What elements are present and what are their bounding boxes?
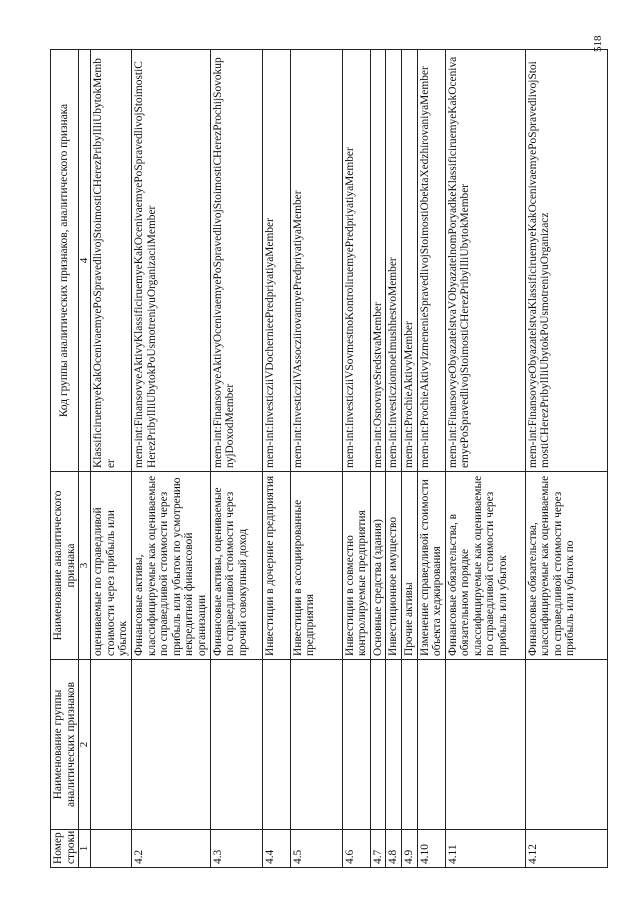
row-group-name [131, 660, 210, 830]
table-row [131, 50, 210, 868]
table-row [210, 50, 262, 868]
row-number: 4.4 [262, 830, 290, 868]
table-row [525, 50, 607, 868]
row-code: mem-int:InvesticziiVAssocziirovannyePredpriyatiyaMember [290, 50, 342, 472]
row-number: 4.10 [417, 830, 445, 868]
row-number: 4.9 [401, 830, 417, 868]
row-code: mem-int:ProchieAktivyMember [401, 50, 417, 472]
rotated-page-content [50, 50, 586, 868]
table-body [91, 50, 608, 868]
row-feature-name: Инвестиции в ассоциированные предприятия [290, 472, 342, 660]
table-row [290, 50, 342, 868]
column-number: 3 [79, 472, 91, 660]
row-number: 4.2 [131, 830, 210, 868]
table-row [401, 50, 417, 868]
row-group-name [525, 660, 607, 830]
row-code: KlassificiruemyeKakOcenivaemyePoSpravedlivojStoimostiCHerezPribylIliUbytokMember [91, 50, 132, 472]
header-row [51, 50, 79, 868]
row-feature-name: Инвестиции в дочерние предприятия [262, 472, 290, 660]
row-group-name [262, 660, 290, 830]
table-row [91, 50, 132, 868]
row-group-name [290, 660, 342, 830]
row-number: 4.6 [342, 830, 370, 868]
row-feature-name: Прочие активы [401, 472, 417, 660]
row-group-name [417, 660, 445, 830]
row-code: mem-int:FinansovyeAktivyOcenivaemyePoSpravedlivojStoimostiCHerezProchijSovokupnyjDoxodMember [210, 50, 262, 472]
table-row [262, 50, 290, 868]
row-code: mem-int:FinansovyeObyazatelstvaKlassificiruemyeKakOcenivaemyePoSpravedlivojStoimostiCHerezPribylIliUbytokPoUsmotreniyuOrganizacz [525, 50, 607, 472]
row-number [91, 830, 132, 868]
row-group-name [386, 660, 402, 830]
row-number: 4.12 [525, 830, 607, 868]
row-code: mem-int:ProchieAktivyIzmenenieSpravedlivojStoimostiObektaXedzhirovaniyaMember [417, 50, 445, 472]
column-number: 2 [79, 660, 91, 830]
column-number: 4 [79, 50, 91, 472]
row-number: 4.11 [445, 830, 525, 868]
header-code: Код группы аналитических признаков, аналитического признака [51, 50, 79, 472]
column-number-row [79, 50, 91, 868]
row-feature-name: Финансовые активы, оцениваемые по справедливой стоимости через прочий совокупный доход [210, 472, 262, 660]
row-feature-name: Инвестиционное имущество [386, 472, 402, 660]
row-number: 4.8 [386, 830, 402, 868]
row-group-name [401, 660, 417, 830]
row-number: 4.7 [370, 830, 386, 868]
table-row [386, 50, 402, 868]
row-code: mem-int:FinansovyeObyazatelstvaVObyazatelnomPoryadkeKlassificiruemyeKakOcenivaemyePoSpravedlivojStoimostiCHerezPribylIliUbytokMember [445, 50, 525, 472]
header-group-name: Наименование группы аналитических признаков [51, 660, 79, 830]
row-code: mem-int:OsnovnyeSredstvaMember [370, 50, 386, 472]
row-group-name [210, 660, 262, 830]
table-row [342, 50, 370, 868]
row-number: 4.5 [290, 830, 342, 868]
row-number: 4.3 [210, 830, 262, 868]
row-group-name [370, 660, 386, 830]
table-row [370, 50, 386, 868]
row-code: mem-int:InvesticziiVDochernieePredpriyatiyaMember [262, 50, 290, 472]
row-feature-name: Финансовые обязательства, классифицируемые как оцениваемые по справедливой стоимости через прибыль или убыток по [525, 472, 607, 660]
table-row [445, 50, 525, 868]
row-code: mem-int:FinansovyeAktivyKlassificiruemyeKakOcenivaemyePoSpravedlivojStoimostiCHerezPribylIliUbytokPoUsmotreniyuOrganizaciiMember [131, 50, 210, 472]
analytic-features-table [50, 49, 608, 868]
page-number: 518 [592, 35, 604, 52]
row-feature-name: Изменение справедливой стоимости объекта хеджирования [417, 472, 445, 660]
row-group-name [445, 660, 525, 830]
row-code: mem-int:InvesticziiVSovmestnoKontroliruemyePredpriyatiyaMember [342, 50, 370, 472]
row-feature-name: Инвестиции в совместно контролируемые предприятия [342, 472, 370, 660]
header-row-number: Номер строки [51, 830, 79, 868]
row-feature-name: Основные средства (здания) [370, 472, 386, 660]
table-row [417, 50, 445, 868]
column-number: 1 [79, 830, 91, 868]
row-feature-name: Финансовые активы, классифицируемые как оцениваемые по справедливой стоимости через прибыль или убыток по усмотрению некредитной финансовой организации [131, 472, 210, 660]
row-code: mem-int:InvesticzionnoeImushhestvoMember [386, 50, 402, 472]
row-group-name [342, 660, 370, 830]
row-feature-name: оцениваемые по справедливой стоимости через прибыль или убыток [91, 472, 132, 660]
header-feature-name: Наименование аналитического признака [51, 472, 79, 660]
row-feature-name: Финансовые обязательства, в обязательном порядке классифицируемые как оцениваемые по справедливой стоимости через прибыль или убыток [445, 472, 525, 660]
row-group-name [91, 660, 132, 830]
